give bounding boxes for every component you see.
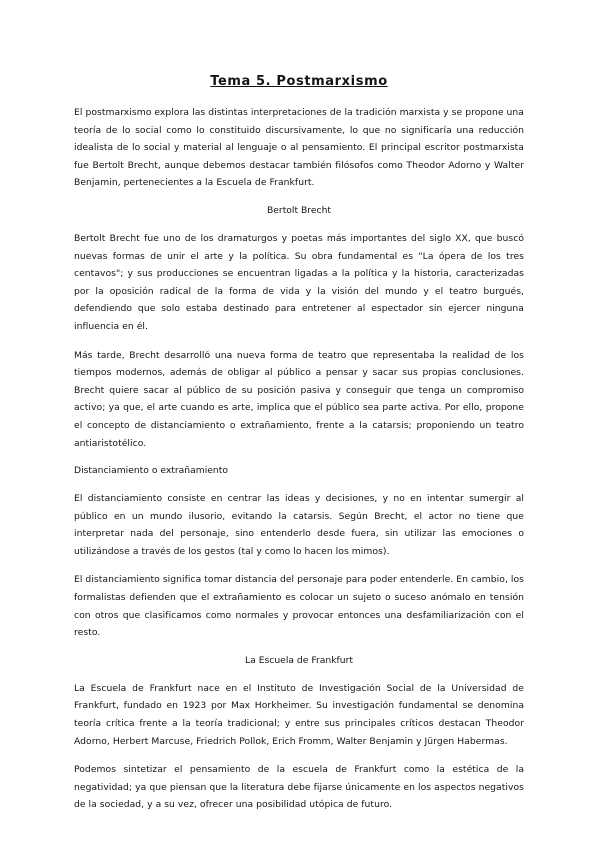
- section-heading-distanciamiento: Distanciamiento o extrañamiento: [74, 465, 228, 477]
- paragraph-frankfurt-1: La Escuela de Frankfurt nace en el Instituto de Investigación Social de la Universidad de Frankfurt, fundado en 1923 por Max Horkheimer. Su investigación fundamental se denomina teoría crítica frente a la teoría tradicional; y entre sus principales críticos destacan Theodor Adorno, Herbert Marcuse, Friedrich Pollok, Erich Fromm, Walter Benjamin y Jürgen Habermas.: [74, 682, 524, 747]
- paragraph-intro: El postmarxismo explora las distintas interpretaciones de la tradición marxista y se propone una teoría de lo social como lo constituido discursivamente, lo que no significaría una reducción idealista de lo social y material al lenguaje o al pensamiento. El principal escritor postmarxista fue Bertolt Brecht, aunque debemos destacar también filósofos como Theodor Adorno y Walter Benjamin, pertenecientes a la Escuela de Frankfurt.: [74, 107, 524, 189]
- paragraph-distanciamiento-1: El distanciamiento consiste en centrar las ideas y decisiones, y no en intentar sumergir al público en un mundo ilusorio, evitando la catarsis. Según Brecht, el actor no tiene que interpretar nada del personaje, sino entenderlo desde fuera, sin utilizar las emociones o utilizándose a través de los gestos (tal y como lo hacen los mimos).: [74, 493, 524, 557]
- paragraph-brecht-1: Bertolt Brecht fue uno de los dramaturgos y poetas más importantes del siglo XX, que buscó nuevas formas de unir el arte y la política. Su obra fundamental es "La ópera de los tres centavos"; y sus producciones se encuentran ligadas a la política y la historia, caracterizadas por la oposición radical de la forma de vida y la visión del mundo y el teatro burgués, defendiendo que solo estaba destinado para entretener al espectador sin ejercer ninguna influencia en él.: [74, 232, 524, 332]
- page-title: Tema 5. Postmarxismo: [210, 74, 388, 89]
- section-heading-frankfurt: La Escuela de Frankfurt: [245, 654, 353, 666]
- paragraph-brecht-2: Más tarde, Brecht desarrolló una nueva forma de teatro que representaba la realidad de los tiempos modernos, además de obligar al público a pensar y sacar sus propias conclusiones. Brecht quiere sacar al público de su posición pasiva y conseguir que tenga un compromiso activo; ya que, el arte cuando es arte, implica que el público sea parte activa. Por ello, propone el concepto de distanciamiento o extrañamiento, frente a la catarsis; proponiendo un teatro antiaristotélico.: [74, 349, 524, 449]
- paragraph-distanciamiento-2: El distanciamiento significa tomar distancia del personaje para poder entenderle. En cambio, los formalistas defienden que el extrañamiento es colocar un sujeto o suceso anómalo en tensión con otros que clasificamos como normales y provocar entonces una desfamiliarización con el resto.: [74, 574, 524, 639]
- section-heading-brecht: Bertolt Brecht: [266, 204, 332, 216]
- paragraph-frankfurt-2: Podemos sintetizar el pensamiento de la escuela de Frankfurt como la estética de la negatividad; ya que piensan que la literatura debe fijarse únicamente en los aspectos negativos de la sociedad, y a su vez, ofrecer una posibilidad utópica de futuro.: [74, 764, 524, 811]
